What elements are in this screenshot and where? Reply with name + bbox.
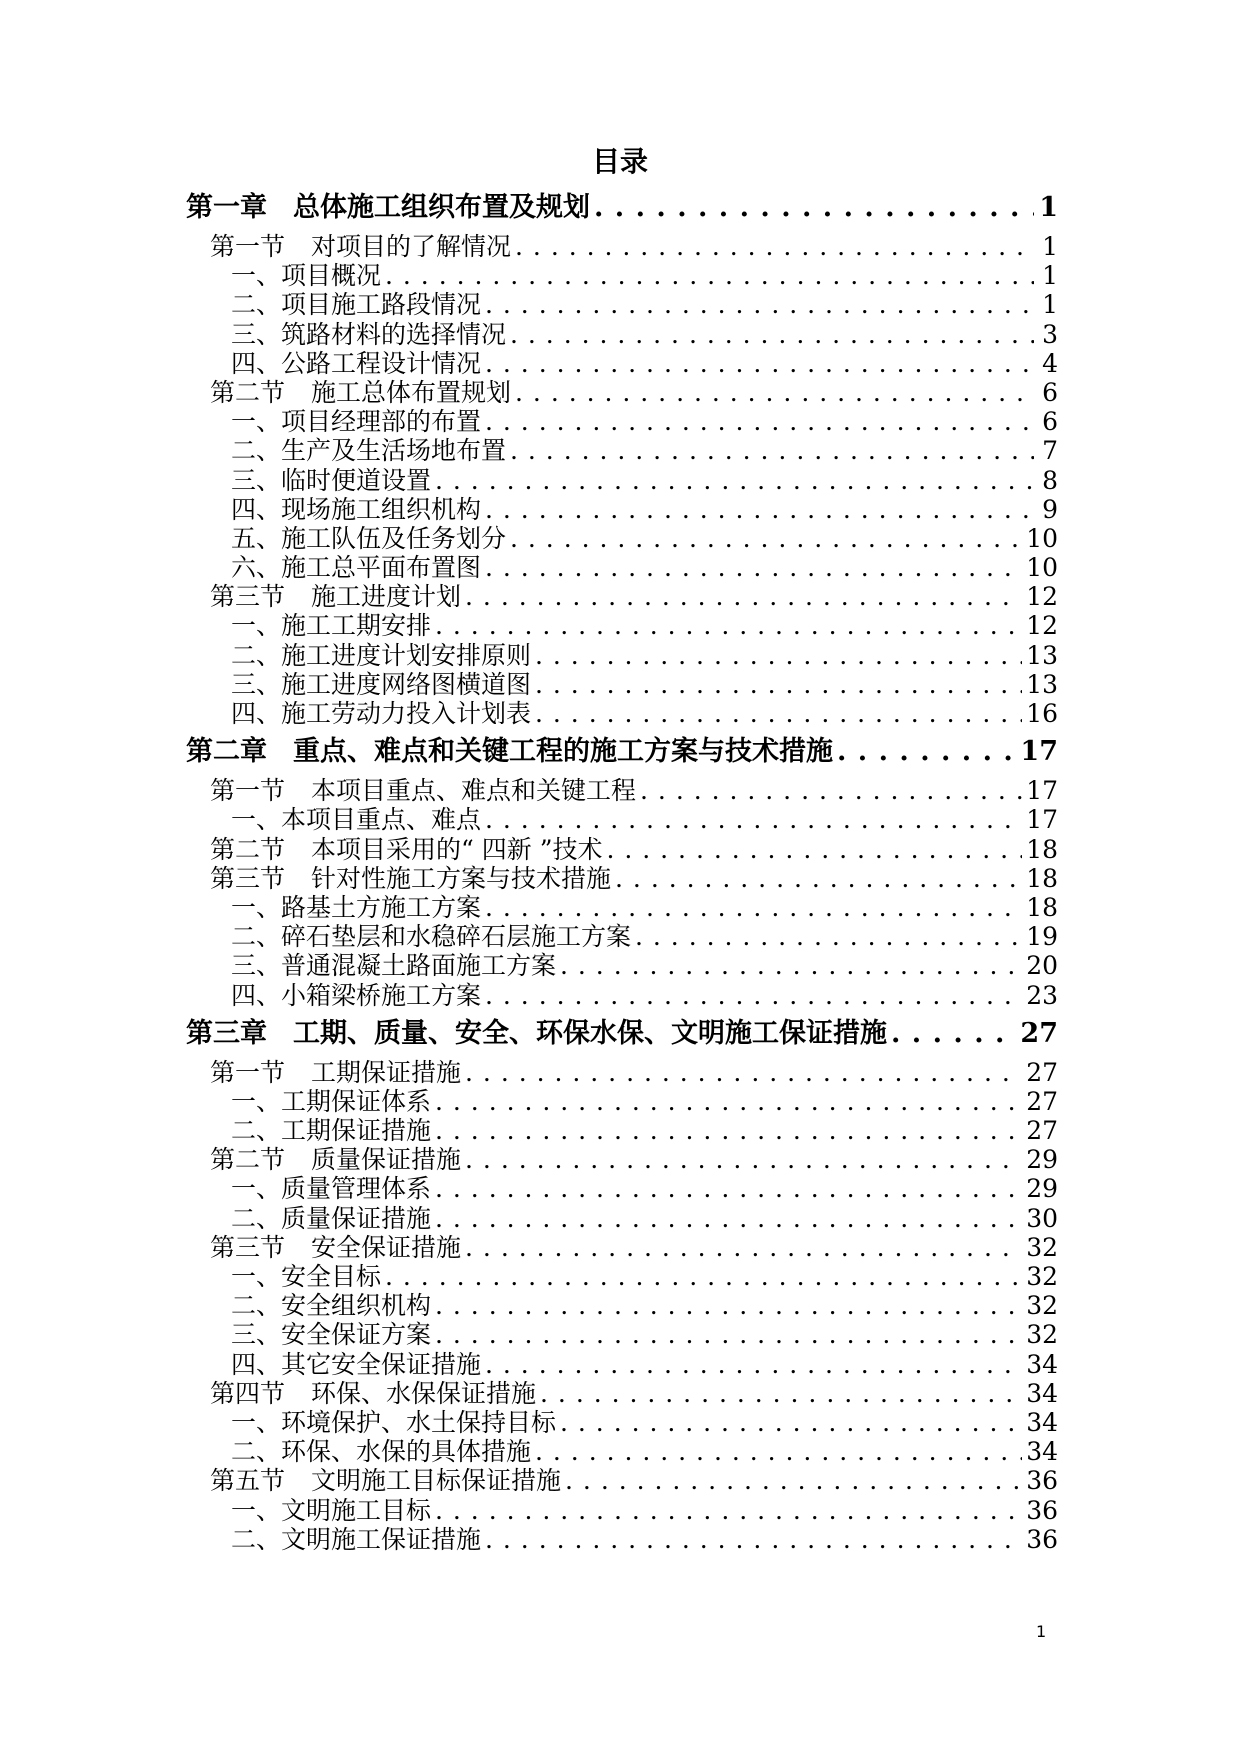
toc-entry-section[interactable] bbox=[186, 1233, 1058, 1262]
toc-leader-dots bbox=[435, 1320, 1022, 1349]
toc-leader-dots bbox=[435, 1116, 1022, 1145]
toc-entry-label bbox=[231, 1525, 481, 1554]
toc-leader-dots bbox=[465, 1233, 1022, 1262]
toc-entry-number: 第二节 bbox=[210, 834, 286, 864]
toc-entry-text: 安全保证措施 bbox=[311, 1232, 462, 1262]
toc-entry-label bbox=[210, 1466, 561, 1495]
toc-entry-page: 1 bbox=[1039, 192, 1058, 223]
toc-entry-page: 32 bbox=[1026, 1262, 1058, 1291]
toc-entry-text: 二、环保、水保的具体措施 bbox=[231, 1437, 532, 1467]
toc-entry-page: 36 bbox=[1026, 1495, 1058, 1525]
toc-entry-text: 环保、水保保证措施 bbox=[311, 1378, 537, 1408]
toc-entry-item[interactable] bbox=[186, 1496, 1058, 1525]
toc-entry-label bbox=[231, 495, 481, 524]
toc-entry-text: 一、路基土方施工方案 bbox=[231, 892, 482, 922]
toc-entry-item[interactable] bbox=[186, 1087, 1058, 1116]
toc-entry-page: 34 bbox=[1026, 1437, 1058, 1467]
toc-entry-text: 一、工期保证体系 bbox=[231, 1086, 432, 1116]
toc-entry-item[interactable] bbox=[186, 981, 1058, 1010]
toc-entry-page: 17 bbox=[1026, 805, 1058, 835]
toc-entry-chapter[interactable] bbox=[186, 188, 1058, 228]
toc-leader-dots bbox=[435, 1204, 1022, 1233]
toc-entry-text: 四、公路工程设计情况 bbox=[231, 348, 482, 378]
toc-entry-page: 23 bbox=[1026, 980, 1058, 1010]
toc-entry-page: 27 bbox=[1020, 1017, 1058, 1049]
toc-entry-item[interactable] bbox=[186, 1525, 1058, 1554]
toc-entry-section[interactable] bbox=[186, 378, 1058, 407]
toc-entry-page: 29 bbox=[1026, 1174, 1058, 1204]
toc-entry-section[interactable] bbox=[186, 776, 1058, 805]
toc-entry-page: 13 bbox=[1026, 640, 1058, 670]
toc-entry-text: 一、环境保护、水土保持目标 bbox=[231, 1407, 557, 1437]
toc-entry-label bbox=[186, 1014, 887, 1054]
toc-entry-label bbox=[210, 1233, 461, 1262]
toc-entry-label bbox=[210, 582, 461, 611]
toc-leader-dots bbox=[435, 1174, 1022, 1203]
toc-entry-page: 27 bbox=[1026, 1116, 1058, 1146]
toc-entry-label bbox=[231, 1116, 431, 1145]
toc-entry-number: 第四节 bbox=[210, 1378, 286, 1408]
toc-entry-label bbox=[210, 864, 611, 893]
toc-entry-text: 三、临时便道设置 bbox=[231, 465, 432, 495]
toc-entry-page: 32 bbox=[1026, 1291, 1058, 1321]
toc-leader-dots bbox=[560, 951, 1022, 980]
toc-leader-dots bbox=[385, 261, 1034, 290]
toc-entry-page: 18 bbox=[1026, 892, 1058, 922]
toc-entry-label bbox=[231, 261, 381, 290]
toc-entry-item[interactable] bbox=[186, 320, 1058, 349]
toc-entry-label bbox=[210, 776, 636, 805]
toc-entry-label bbox=[210, 1379, 536, 1408]
toc-leader-dots bbox=[515, 378, 1034, 407]
toc-entry-page: 12 bbox=[1026, 582, 1058, 612]
toc-entry-text: 文明施工目标保证措施 bbox=[311, 1466, 562, 1496]
toc-entry-item[interactable] bbox=[186, 524, 1058, 553]
toc-entry-section[interactable] bbox=[186, 582, 1058, 611]
toc-leader-dots bbox=[560, 1408, 1022, 1437]
toc-entry-number: 第二节 bbox=[210, 1145, 286, 1175]
toc-entry-text: 一、项目经理部的布置 bbox=[231, 407, 482, 437]
toc-leader-dots bbox=[837, 732, 1016, 772]
toc-leader-dots bbox=[485, 553, 1022, 582]
toc-entry-page: 32 bbox=[1026, 1232, 1058, 1262]
toc-entry-section[interactable] bbox=[186, 232, 1058, 261]
toc-leader-dots bbox=[485, 1350, 1022, 1379]
toc-entry-label bbox=[231, 436, 506, 465]
toc-leader-dots bbox=[540, 1379, 1022, 1408]
toc-entry-label bbox=[231, 922, 631, 951]
toc-entry-label bbox=[186, 732, 833, 772]
toc-entry-item[interactable] bbox=[186, 1204, 1058, 1233]
toc-entry-item[interactable] bbox=[186, 407, 1058, 436]
toc-entry-label bbox=[210, 1058, 461, 1087]
toc-leader-dots bbox=[465, 1058, 1022, 1087]
toc-entry-item[interactable] bbox=[186, 466, 1058, 495]
toc-entry-label bbox=[231, 1087, 431, 1116]
toc-leader-dots bbox=[615, 864, 1022, 893]
toc-entry-item[interactable] bbox=[186, 893, 1058, 922]
toc-entry-label bbox=[231, 611, 431, 640]
toc-entry-number: 第一节 bbox=[210, 776, 286, 806]
toc-entry-page: 12 bbox=[1026, 611, 1058, 641]
toc-entry-label bbox=[231, 290, 481, 319]
toc-leader-dots bbox=[510, 320, 1034, 349]
toc-entry-label bbox=[210, 378, 511, 407]
toc-entry-page: 34 bbox=[1026, 1378, 1058, 1408]
toc-entry-page: 4 bbox=[1042, 348, 1058, 378]
toc-entry-item[interactable] bbox=[186, 699, 1058, 728]
toc-entry-text: 三、筑路材料的选择情况 bbox=[231, 319, 507, 349]
toc-entry-number: 第五节 bbox=[210, 1466, 286, 1496]
toc-entry-page: 6 bbox=[1042, 407, 1058, 437]
toc-leader-dots bbox=[485, 290, 1034, 319]
toc-entry-label bbox=[231, 1496, 431, 1525]
toc-leader-dots bbox=[594, 188, 1034, 228]
toc-entry-page: 7 bbox=[1042, 436, 1058, 466]
toc-leader-dots bbox=[565, 1466, 1022, 1495]
toc-entry-section[interactable] bbox=[186, 1379, 1058, 1408]
toc-entry-number: 第三节 bbox=[210, 863, 286, 893]
toc-entry-page: 1 bbox=[1042, 232, 1058, 261]
toc-entry-label bbox=[231, 1174, 431, 1203]
toc-entry-text: 四、现场施工组织机构 bbox=[231, 494, 482, 524]
toc-entry-page: 30 bbox=[1026, 1203, 1058, 1233]
toc-entry-label bbox=[231, 1408, 556, 1437]
toc-entry-number: 第三节 bbox=[210, 1232, 286, 1262]
toc-leader-dots bbox=[510, 524, 1022, 553]
toc-entry-label bbox=[231, 893, 481, 922]
toc-entry-label bbox=[210, 835, 602, 864]
toc-entry-label bbox=[231, 981, 481, 1010]
toc-entry-text: 一、项目概况 bbox=[231, 261, 382, 291]
toc-leader-dots bbox=[485, 1525, 1022, 1554]
toc-entry-label bbox=[210, 232, 511, 261]
toc-leader-dots bbox=[535, 670, 1022, 699]
toc-entry-page: 29 bbox=[1026, 1145, 1058, 1175]
toc-entry-text: 质量保证措施 bbox=[311, 1145, 462, 1175]
toc-entry-item[interactable] bbox=[186, 805, 1058, 834]
toc-entry-text: 一、文明施工目标 bbox=[231, 1495, 432, 1525]
toc-entry-page: 17 bbox=[1026, 776, 1058, 806]
toc-entry-section[interactable] bbox=[186, 1145, 1058, 1174]
toc-entry-item[interactable] bbox=[186, 349, 1058, 378]
toc-entry-label bbox=[231, 805, 481, 834]
toc-entry-text: 总体施工组织布置及规划 bbox=[293, 192, 590, 223]
toc-entry-page: 36 bbox=[1026, 1466, 1058, 1496]
toc-entry-page: 10 bbox=[1026, 553, 1058, 583]
toc-entry-number: 第三节 bbox=[210, 582, 286, 612]
toc-entry-item[interactable] bbox=[186, 553, 1058, 582]
toc-entry-item[interactable] bbox=[186, 261, 1058, 290]
toc-entry-item[interactable] bbox=[186, 1408, 1058, 1437]
toc-entry-item[interactable] bbox=[186, 641, 1058, 670]
toc-entry-page: 3 bbox=[1042, 319, 1058, 349]
toc-entry-label bbox=[231, 1320, 431, 1349]
toc-entry-text: 四、其它安全保证措施 bbox=[231, 1349, 482, 1379]
toc-entry-text: 二、安全组织机构 bbox=[231, 1291, 432, 1321]
toc-entry-page: 36 bbox=[1026, 1524, 1058, 1554]
toc-entry-page: 20 bbox=[1026, 951, 1058, 981]
toc-entry-text: 四、小箱梁桥施工方案 bbox=[231, 980, 482, 1010]
toc-entry-text: 本项目重点、难点和关键工程 bbox=[311, 776, 637, 806]
toc-leader-dots bbox=[640, 776, 1022, 805]
toc-entry-number: 第三章 bbox=[186, 1017, 267, 1049]
toc-entry-text: 二、施工进度计划安排原则 bbox=[231, 640, 532, 670]
toc-entry-text: 施工进度计划 bbox=[311, 582, 462, 612]
toc-leader-dots bbox=[435, 611, 1022, 640]
toc-leader-dots bbox=[535, 699, 1022, 728]
toc-entry-item[interactable] bbox=[186, 922, 1058, 951]
footer-page-number: 1 bbox=[1036, 1622, 1047, 1641]
toc-entry-page: 10 bbox=[1026, 523, 1058, 553]
toc-entry-text: 一、本项目重点、难点 bbox=[231, 805, 482, 835]
toc-entry-item[interactable] bbox=[186, 670, 1058, 699]
toc-entry-section[interactable] bbox=[186, 1058, 1058, 1087]
toc-entry-page: 19 bbox=[1026, 922, 1058, 952]
toc-entry-page: 27 bbox=[1026, 1086, 1058, 1116]
toc-entry-chapter[interactable] bbox=[186, 732, 1058, 772]
toc-entry-label bbox=[231, 553, 481, 582]
toc-leader-dots bbox=[435, 466, 1034, 495]
toc-entry-text: 一、安全目标 bbox=[231, 1262, 382, 1291]
toc-entry-label bbox=[210, 1145, 461, 1174]
toc-entry-label bbox=[231, 1437, 531, 1466]
toc-entry-text: 二、工期保证措施 bbox=[231, 1116, 432, 1146]
toc-leader-dots bbox=[515, 232, 1034, 261]
toc-entry-label bbox=[231, 1204, 431, 1233]
toc-entry-text: 重点、难点和关键工程的施工方案与技术措施 bbox=[293, 736, 833, 768]
toc-entry-chapter[interactable] bbox=[186, 1014, 1058, 1054]
toc-leader-dots bbox=[510, 436, 1034, 465]
toc-entry-page: 17 bbox=[1020, 736, 1058, 768]
toc-entry-text: 三、施工进度网络图横道图 bbox=[231, 669, 532, 699]
toc-entry-text: 一、质量管理体系 bbox=[231, 1174, 432, 1204]
toc-entry-text: 二、项目施工路段情况 bbox=[231, 290, 482, 320]
toc-entry-label bbox=[231, 641, 531, 670]
toc-entry-item[interactable] bbox=[186, 436, 1058, 465]
toc-entry-text: 三、普通混凝土路面施工方案 bbox=[231, 951, 557, 981]
toc-entry-page: 18 bbox=[1026, 863, 1058, 893]
toc-entry-text: 二、碎石垫层和水稳碎石层施工方案 bbox=[231, 922, 632, 952]
toc-leader-dots bbox=[485, 981, 1022, 1010]
toc-entry-label bbox=[231, 951, 556, 980]
toc-entry-item[interactable] bbox=[186, 1174, 1058, 1203]
toc-entry-label bbox=[231, 1350, 481, 1379]
toc-leader-dots bbox=[485, 349, 1034, 378]
toc-entry-item[interactable] bbox=[186, 1262, 1058, 1291]
toc-leader-dots bbox=[435, 1496, 1022, 1525]
toc-entry-text: 五、施工队伍及任务划分 bbox=[231, 523, 507, 553]
toc-entry-item[interactable] bbox=[186, 290, 1058, 319]
toc-entry-number: 第二章 bbox=[186, 736, 267, 768]
toc-entry-page: 1 bbox=[1042, 290, 1058, 320]
toc-entry-item[interactable] bbox=[186, 1437, 1058, 1466]
toc-entry-page: 34 bbox=[1026, 1349, 1058, 1379]
toc-entry-text: 四、施工劳动力投入计划表 bbox=[231, 699, 532, 728]
toc-entry-number: 第一节 bbox=[210, 1057, 286, 1087]
toc-entry-label bbox=[231, 524, 506, 553]
toc-entry-label bbox=[231, 407, 481, 436]
toc-entry-text: 六、施工总平面布置图 bbox=[231, 553, 482, 583]
toc-leader-dots bbox=[635, 922, 1022, 951]
toc-entry-text: 施工总体布置规划 bbox=[311, 377, 512, 407]
toc-entry-page: 1 bbox=[1042, 261, 1058, 291]
toc-entry-section[interactable] bbox=[186, 835, 1058, 864]
toc-entry-text: 工期保证措施 bbox=[311, 1057, 462, 1087]
toc-entry-text: 二、生产及生活场地布置 bbox=[231, 436, 507, 466]
toc-entry-text: 二、文明施工保证措施 bbox=[231, 1524, 482, 1554]
toc-entry-label bbox=[231, 320, 506, 349]
toc-entry-item[interactable] bbox=[186, 1116, 1058, 1145]
toc-entry-label bbox=[231, 349, 481, 378]
toc-leader-dots bbox=[535, 641, 1022, 670]
toc-leader-dots bbox=[465, 582, 1022, 611]
toc-entry-label bbox=[231, 1262, 381, 1291]
toc-entry-item[interactable] bbox=[186, 1291, 1058, 1320]
toc-leader-dots bbox=[385, 1262, 1022, 1291]
toc-entry-page: 13 bbox=[1026, 669, 1058, 699]
toc-entry-item[interactable] bbox=[186, 611, 1058, 640]
toc-leader-dots bbox=[535, 1437, 1022, 1466]
toc-leader-dots bbox=[485, 495, 1034, 524]
toc-entry-label bbox=[231, 466, 431, 495]
toc-entry-page: 27 bbox=[1026, 1057, 1058, 1087]
toc-leader-dots bbox=[891, 1014, 1016, 1054]
toc-entry-item[interactable] bbox=[186, 1320, 1058, 1349]
toc-leader-dots bbox=[485, 893, 1022, 922]
toc-entry-text: 三、安全保证方案 bbox=[231, 1320, 432, 1350]
toc-entry-page: 9 bbox=[1042, 494, 1058, 524]
toc-entry-page: 16 bbox=[1026, 699, 1058, 728]
toc-entry-label bbox=[231, 670, 531, 699]
toc-entry-label bbox=[231, 1291, 431, 1320]
toc-leader-dots bbox=[606, 835, 1022, 864]
toc-entry-text: 本项目采用的“ 四新 ”技术 bbox=[311, 834, 603, 864]
toc-entry-label bbox=[231, 699, 531, 728]
toc-entry-item[interactable] bbox=[186, 951, 1058, 980]
toc-entry-page: 8 bbox=[1042, 465, 1058, 495]
toc-entry-text: 对项目的了解情况 bbox=[311, 232, 512, 261]
toc-leader-dots bbox=[435, 1291, 1022, 1320]
toc-title: 目录 bbox=[591, 145, 648, 178]
toc-leader-dots bbox=[485, 407, 1034, 436]
toc-entry-number: 第一章 bbox=[186, 192, 267, 223]
toc-entry-page: 6 bbox=[1042, 377, 1058, 407]
toc-entry-page: 18 bbox=[1026, 834, 1058, 864]
toc-leader-dots bbox=[485, 805, 1022, 834]
toc-entry-text: 二、质量保证措施 bbox=[231, 1203, 432, 1233]
toc-entry-section[interactable] bbox=[186, 1466, 1058, 1495]
toc-entry-text: 工期、质量、安全、环保水保、文明施工保证措施 bbox=[293, 1017, 887, 1049]
toc-leader-dots bbox=[435, 1087, 1022, 1116]
table-of-contents bbox=[186, 188, 1058, 1554]
toc-entry-number: 第一节 bbox=[210, 232, 286, 261]
toc-entry-text: 针对性施工方案与技术措施 bbox=[311, 863, 612, 893]
toc-entry-item[interactable] bbox=[186, 495, 1058, 524]
toc-entry-text: 一、施工工期安排 bbox=[231, 611, 432, 641]
toc-entry-section[interactable] bbox=[186, 864, 1058, 893]
toc-leader-dots bbox=[465, 1145, 1022, 1174]
toc-entry-page: 32 bbox=[1026, 1320, 1058, 1350]
toc-entry-number: 第二节 bbox=[210, 377, 286, 407]
toc-entry-page: 34 bbox=[1026, 1407, 1058, 1437]
toc-entry-item[interactable] bbox=[186, 1350, 1058, 1379]
toc-entry-label bbox=[186, 188, 590, 228]
